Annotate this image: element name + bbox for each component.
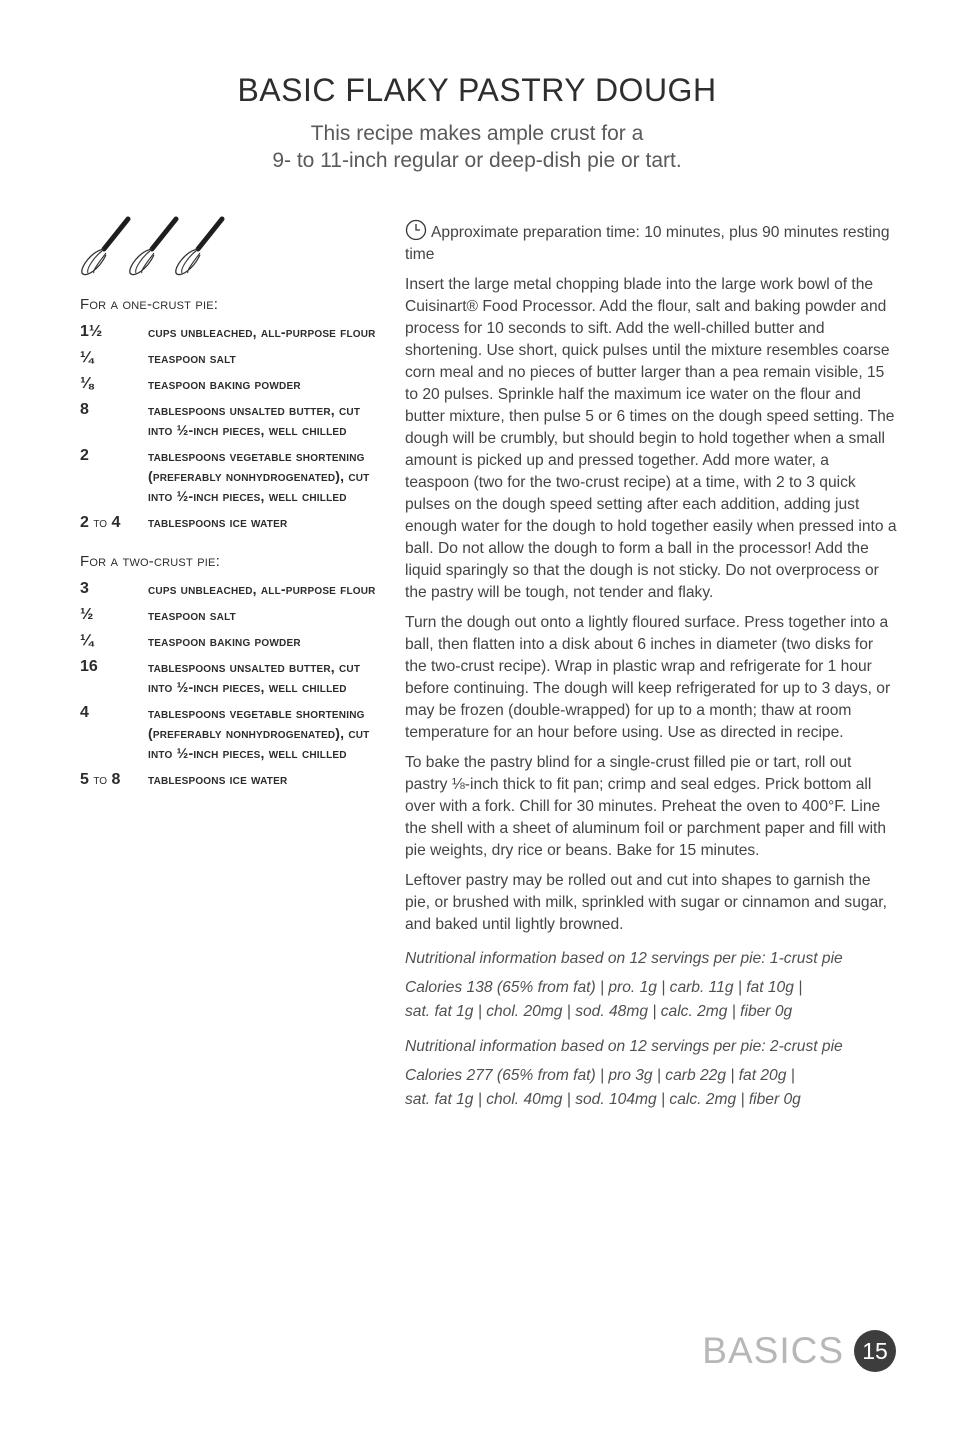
- page-number: 15: [854, 1330, 896, 1372]
- prep-time: [405, 219, 897, 266]
- ingredient-qty: 4: [80, 704, 89, 721]
- nutrition-heading-one-crust: Nutritional information based on 12 servings per pie: 1-crust pie: [405, 950, 843, 967]
- ingredient-qty: ⅛: [80, 375, 94, 392]
- ingredient-text: tablespoons ice water: [148, 771, 288, 787]
- ingredient-row: [80, 631, 380, 651]
- method-paragraph: Leftover pastry may be rolled out and cut into shapes to garnish the pie, or brushed with milk, sprinkled with sugar or cinnamon and sugar, and baked until lightly browned.: [405, 872, 887, 933]
- whisk-icons: [78, 215, 228, 279]
- whisk-icon: [130, 219, 176, 275]
- ingredient-text: teaspoon baking powder: [148, 633, 301, 649]
- difficulty-rating: [78, 215, 228, 279]
- qty-min: 2: [80, 514, 89, 531]
- clock-icon: [405, 219, 427, 241]
- qty-to: to: [93, 771, 108, 787]
- ingredient-text: cups unbleached, all-purpose flour: [148, 324, 376, 340]
- subtitle-line-2: 9- to 11-inch regular or deep-dish pie or tart.: [272, 149, 682, 172]
- ingredient-text: tablespoons unsalted butter, cut into ½-inch pieces, well chilled: [148, 659, 361, 695]
- ingredient-row: [80, 769, 380, 790]
- nutrition-heading-two-crust: Nutritional information based on 12 servings per pie: 2-crust pie: [405, 1038, 843, 1055]
- ingredient-text: tablespoons vegetable shortening (preferably nonhydrogenated), cut into ½-inch pieces, well chilled: [148, 448, 370, 504]
- ingredient-text: teaspoon baking powder: [148, 376, 301, 392]
- ingredient-row: [80, 512, 380, 533]
- qty-max: 8: [111, 771, 121, 788]
- ingredient-row: [80, 374, 380, 394]
- nutrition-line: Calories 138 (65% from fat) | pro. 1g | carb. 11g | fat 10g |: [405, 979, 803, 996]
- ingredient-text: teaspoon salt: [148, 607, 236, 623]
- one-crust-heading: For a one-crust pie:: [80, 296, 219, 313]
- method-paragraph: Turn the dough out onto a lightly floured surface. Press together into a ball, then flatten into a disk about 6 inches in diameter (two disks for the two-crust recipe). Wrap in plastic wrap and refrigerate for 1 hour before continuing. The dough will keep refrigerated for up to 3 days, or may be frozen (double-wrapped) for up to a month; thaw at room temperature for an hour before using. Use as directed in recipe.: [405, 614, 891, 741]
- prep-time-text: Approximate preparation time: 10 minutes, plus 90 minutes resting time: [405, 224, 890, 263]
- recipe-title: BASIC FLAKY PASTRY DOUGH: [237, 72, 717, 108]
- ingredient-qty: [80, 512, 148, 533]
- whisk-icon: [176, 219, 222, 275]
- qty-max: 4: [111, 514, 121, 531]
- ingredient-qty: [80, 769, 148, 790]
- nutrition-line: sat. fat 1g | chol. 20mg | sod. 48mg | calc. 2mg | fiber 0g: [405, 1003, 793, 1020]
- ingredient-row: [80, 579, 380, 599]
- recipe-subtitle: [0, 120, 954, 174]
- ingredient-row: [80, 446, 380, 506]
- ingredients-column: [80, 296, 380, 796]
- ingredient-row: [80, 657, 380, 697]
- nutrition-line: sat. fat 1g | chol. 40mg | sod. 104mg | calc. 2mg | fiber 0g: [405, 1091, 801, 1108]
- ingredient-row: [80, 348, 380, 368]
- ingredient-qty: 3: [80, 580, 89, 597]
- ingredient-text: teaspoon salt: [148, 350, 236, 366]
- ingredient-qty: 2: [80, 447, 89, 464]
- nutrition-line: Calories 277 (65% from fat) | pro 3g | carb 22g | fat 20g |: [405, 1067, 795, 1084]
- ingredient-qty: ½: [80, 606, 94, 623]
- two-crust-heading: For a two-crust pie:: [80, 553, 220, 570]
- nutrition-values-two-crust: [405, 1064, 897, 1112]
- ingredient-text: cups unbleached, all-purpose flour: [148, 581, 376, 597]
- ingredient-row: [80, 605, 380, 625]
- ingredient-qty: 16: [80, 658, 98, 675]
- ingredient-qty: ¼: [80, 632, 94, 649]
- ingredient-text: tablespoons unsalted butter, cut into ½-inch pieces, well chilled: [148, 402, 361, 438]
- ingredient-row: [80, 322, 380, 342]
- ingredient-qty: ¼: [80, 349, 94, 366]
- subtitle-line-1: This recipe makes ample crust for a: [310, 122, 644, 145]
- method-paragraph: To bake the pastry blind for a single-crust filled pie or tart, roll out pastry ⅛-inch thick to fit pan; crimp and seal edges. Prick bottom all over with a fork. Chill for 30 minutes. Preheat the oven to 400°F. Line the shell with a sheet of aluminum foil or parchment paper and fill with pie weights, dry rice or beans. Bake for 15 minutes.: [405, 754, 887, 859]
- nutrition-values-one-crust: [405, 976, 897, 1024]
- method-column: [405, 219, 897, 1112]
- section-name: BASICS: [702, 1330, 844, 1371]
- page-footer: [702, 1330, 896, 1372]
- ingredient-row: [80, 400, 380, 440]
- ingredient-text: tablespoons ice water: [148, 514, 288, 530]
- method-paragraph: Insert the large metal chopping blade into the large work bowl of the Cuisinart® Food Processor. Add the flour, salt and baking powder and process for 10 seconds to sift. Add the well-chilled butter and shortening. Use short, quick pulses until the mixture resembles coarse corn meal and no pieces of butter larger than a pea remain visible, 15 to 20 pulses. Sprinkle half the maximum ice water on the flour and butter mixture, then pulse 5 or 6 times on the dough speed setting. The dough will be crumbly, but should begin to hold together when a small amount is picked up and pressed together. Add more water, a teaspoon (two for the two-crust recipe) at a time, with 2 to 3 quick pulses on the dough speed setting after each addition, adding just enough water for the dough to hold together easily when pressed into a ball. Do not allow the dough to form a ball in the processor! Add the liquid sparingly so that the dough is not sticky. Do not overprocess or the pastry will be tough, not tender and flaky.: [405, 276, 897, 601]
- whisk-icon: [82, 219, 128, 275]
- ingredient-row: [80, 703, 380, 763]
- ingredient-qty: 1½: [80, 323, 103, 340]
- ingredient-text: tablespoons vegetable shortening (preferably nonhydrogenated), cut into ½-inch pieces, well chilled: [148, 705, 370, 761]
- ingredient-qty: 8: [80, 401, 89, 418]
- qty-to: to: [93, 514, 108, 530]
- qty-min: 5: [80, 771, 89, 788]
